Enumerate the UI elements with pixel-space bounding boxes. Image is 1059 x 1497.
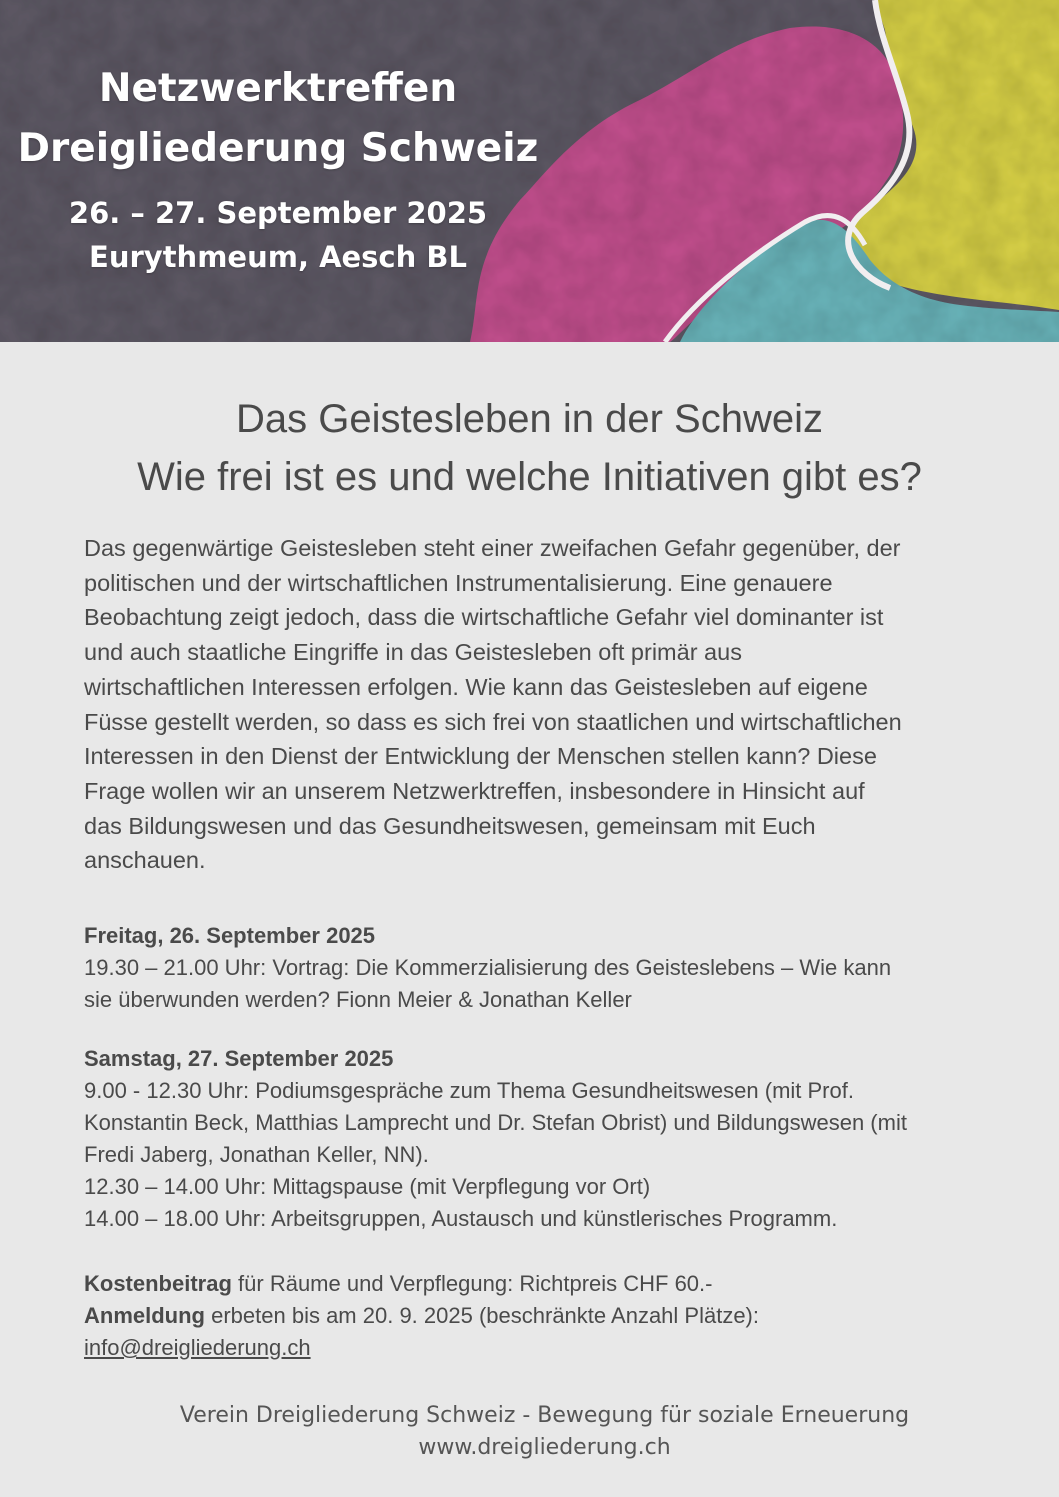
- cost-text: für Räume und Verpflegung: Richtpreis CHF 60.-: [231, 1271, 713, 1296]
- cost-label: Kostenbeitrag: [84, 1271, 232, 1296]
- friday-heading: Freitag, 26. September 2025: [84, 923, 376, 948]
- intro-line: Interessen in den Dienst der Entwicklung der Menschen stellen kann? Diese: [84, 743, 877, 770]
- registration-line: [84, 1300, 994, 1332]
- saturday-line: 9.00 - 12.30 Uhr: Podiumsgespräche zum Thema Gesundheitswesen (mit Prof.: [84, 1078, 854, 1103]
- intro-line: politischen und der wirtschaftlichen Instrumentalisierung. Eine genauere: [84, 569, 833, 596]
- registration-text: erbeten bis am 20. 9. 2025 (beschränkte Anzahl Plätze):: [205, 1303, 759, 1328]
- intro-line: wirtschaftlichen Interessen erfolgen. Wie kann das Geistesleben auf eigene: [84, 673, 868, 700]
- intro-line: Frage wollen wir an unserem Netzwerktreffen, insbesondere in Hinsicht auf: [84, 777, 865, 804]
- friday-program: [84, 920, 994, 1016]
- intro-line: und auch staatliche Eingriffe in das Geistesleben oft primär aus: [84, 639, 742, 666]
- intro-line: Beobachtung zeigt jedoch, dass die wirtschaftliche Gefahr viel dominanter ist: [84, 604, 884, 631]
- footer: [0, 1400, 1059, 1464]
- main-heading: [0, 390, 1059, 506]
- registration-email-link[interactable]: info@dreigliederung.ch: [84, 1335, 311, 1360]
- intro-line: Das gegenwärtige Geistesleben steht einer zweifachen Gefahr gegenüber, der: [84, 535, 901, 561]
- header-banner: [0, 0, 1059, 342]
- intro-line: Füsse gestellt werden, so dass es sich frei von staatlichen und wirtschaftlichen: [84, 708, 902, 735]
- event-title-line2: Dreigliederung Schweiz: [17, 126, 539, 171]
- friday-line: sie überwunden werden? Fionn Meier & Jonathan Keller: [84, 987, 632, 1012]
- heading-line1: Das Geistesleben in der Schweiz: [236, 397, 823, 441]
- intro-line: anschauen.: [84, 847, 206, 874]
- event-title-line1: Netzwerktreffen: [98, 66, 458, 111]
- saturday-line: Fredi Jaberg, Jonathan Keller, NN).: [84, 1142, 429, 1167]
- intro-paragraph: [84, 531, 984, 878]
- watercolor-background: [0, 0, 1059, 342]
- saturday-heading: Samstag, 27. September 2025: [84, 1046, 394, 1071]
- saturday-line: 14.00 – 18.00 Uhr: Arbeitsgruppen, Austausch und künstlerisches Programm.: [84, 1206, 838, 1231]
- heading-line2: Wie frei ist es und welche Initiativen gibt es?: [137, 455, 922, 499]
- footer-organisation: Verein Dreigliederung Schweiz - Bewegung für soziale Erneuerung: [179, 1403, 910, 1428]
- friday-line: 19.30 – 21.00 Uhr: Vortrag: Die Kommerzialisierung des Geisteslebens – Wie kann: [84, 955, 892, 980]
- cost-and-registration: [84, 1268, 994, 1364]
- saturday-line: 12.30 – 14.00 Uhr: Mittagspause (mit Verpflegung vor Ort): [84, 1174, 651, 1199]
- cost-line: [84, 1268, 994, 1300]
- intro-line: das Bildungswesen und das Gesundheitswesen, gemeinsam mit Euch: [84, 812, 816, 839]
- saturday-program: [84, 1043, 994, 1235]
- registration-label: Anmeldung: [84, 1303, 205, 1328]
- saturday-line: Konstantin Beck, Matthias Lamprecht und Dr. Stefan Obrist) und Bildungswesen (mit: [84, 1110, 907, 1135]
- event-date: 26. – 27. September 2025: [68, 196, 488, 230]
- footer-website[interactable]: www.dreigliederung.ch: [418, 1435, 671, 1460]
- event-venue: Eurythmeum, Aesch BL: [89, 240, 467, 274]
